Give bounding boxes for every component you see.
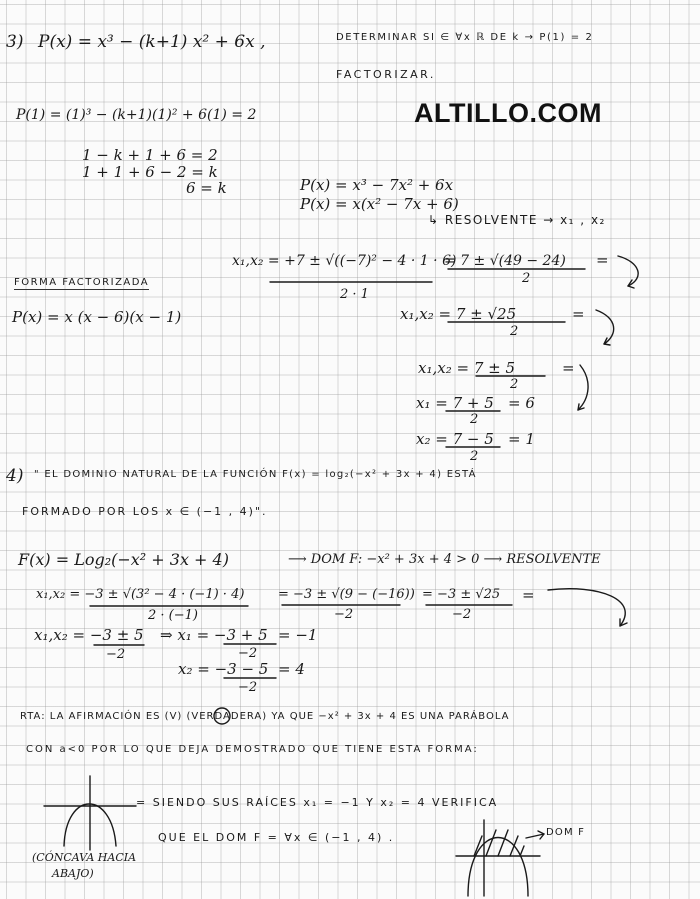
domain-shading xyxy=(474,830,524,856)
continue-arrow-head xyxy=(628,280,634,288)
problem-4-quadratic-1-right-denominator: −2 xyxy=(452,607,472,622)
domain-pointer-head xyxy=(538,831,544,839)
problem-4-quadratic-1-right: = −3 ± √25 xyxy=(422,587,501,602)
problem-3-quadratic-1-end: = xyxy=(596,251,609,269)
answer-line-3: = SIENDO SUS RAÍCES x₁ = −1 Y x₂ = 4 VERIFICA xyxy=(136,796,499,809)
problem-4-root-2-denominator: −2 xyxy=(238,680,258,695)
problem-4-quadratic-1: x₁,x₂ = −3 ± √(3² − 4 · (−1) · 4) xyxy=(36,587,245,602)
problem-4-root-1-denominator: −2 xyxy=(238,646,258,661)
problem-3-quadratic-1-mid: = 7 ± √(49 − 24) xyxy=(444,253,566,269)
problem-3-root-2-denominator: 2 xyxy=(470,449,479,464)
problem-4-domain-condition: ⟶ DOM F: −x² + 3x + 4 > 0 ⟶ RESOLVENTE xyxy=(288,552,601,567)
problem-3-quadratic-3-denominator: 2 xyxy=(510,377,519,392)
concave-down-parabola xyxy=(64,804,116,846)
continue-arrow-head xyxy=(578,404,584,410)
problem-3-root-1-value: = 6 xyxy=(508,394,535,412)
problem-4-quadratic-1-denominator: 2 · (−1) xyxy=(148,608,198,623)
problem-3-root-1-denominator: 2 xyxy=(470,412,479,427)
problem-3-root-2: x₂ = 7 − 5 xyxy=(416,430,494,448)
problem-3-quadratic-2: x₁,x₂ = 7 ± √25 xyxy=(400,305,517,323)
problem-3-resolvente: ↳ RESOLVENTE → x₁ , x₂ xyxy=(428,213,606,227)
domain-pointer xyxy=(526,834,544,838)
domain-label: DOM F xyxy=(546,827,586,838)
factored-form: P(x) = x (x − 6)(x − 1) xyxy=(12,308,182,326)
problem-3-quadratic-1-mid-denominator: 2 xyxy=(522,271,531,286)
watermark: ALTILLO.COM xyxy=(414,98,602,128)
answer-line-1: RTA: LA AFIRMACIÓN ES (V) (VERDADERA) YA QUE −x² + 3x + 4 ES UNA PARÁBOLA xyxy=(20,711,510,722)
continue-arrow-head xyxy=(620,619,627,626)
problem-4-root-1-value: = −1 xyxy=(278,626,318,644)
problem-4-quadratic-1-mid: = −3 ± √(9 − (−16)) xyxy=(278,587,415,602)
problem-3-step2: 1 + 1 + 6 − 2 = k xyxy=(82,163,218,181)
answer-line-2: CON a<0 POR LO QUE DEJA DEMOSTRADO QUE TIENE ESTA FORMA: xyxy=(26,744,479,755)
problem-4-root-1: ⇒ x₁ = −3 + 5 xyxy=(160,626,268,644)
problem-3-polynomial: P(x) = x³ − (k+1) x² + 6x , xyxy=(38,32,266,52)
continue-arrow xyxy=(596,310,614,344)
problem-3-common-factor: P(x) = x(x² − 7x + 6) xyxy=(300,195,459,213)
concave-label-line1: (CÓNCAVA HACIA xyxy=(32,851,137,864)
problem-3-root-2-value: = 1 xyxy=(508,430,535,448)
problem-3-quadratic-3: x₁,x₂ = 7 ± 5 xyxy=(418,359,516,377)
continue-arrow-head xyxy=(604,338,610,345)
problem-3-root-1: x₁ = 7 + 5 xyxy=(416,394,494,412)
continue-arrow xyxy=(578,365,588,410)
problem-3-quadratic-3-end: = xyxy=(562,359,575,377)
problem-3-quadratic-1-denominator: 2 · 1 xyxy=(340,287,369,302)
problem-4-quadratic-1-end: = xyxy=(522,586,535,604)
problem-3-quadratic-1: x₁,x₂ = +7 ± √((−7)² − 4 · 1 · 6) xyxy=(232,253,457,269)
problem-3-step1: 1 − k + 1 + 6 = 2 xyxy=(82,146,218,164)
concave-label-line2: ABAJO) xyxy=(52,867,94,880)
continue-arrow xyxy=(548,589,625,626)
problem-4-function: F(x) = Log₂(−x² + 3x + 4) xyxy=(18,550,229,569)
problem-4-number: 4) xyxy=(6,466,24,486)
answer-line-4: QUE EL DOM F = ∀x ∈ (−1 , 4) . xyxy=(158,831,395,844)
problem-3-quadratic-2-end: = xyxy=(572,305,585,323)
problem-4-root-2-value: = 4 xyxy=(278,660,305,678)
problem-3-task-line2: FACTORIZAR. xyxy=(336,68,436,81)
problem-4-statement-line1: " EL DOMINIO NATURAL DE LA FUNCIÓN F(x) = log₂(−x² + 3x + 4) ESTÁ xyxy=(34,469,477,480)
problem-3-substituted: P(x) = x³ − 7x² + 6x xyxy=(300,176,454,194)
problem-3-step3: 6 = k xyxy=(186,179,227,197)
problem-4-root-2: x₂ = −3 − 5 xyxy=(178,660,269,678)
problem-3-quadratic-2-denominator: 2 xyxy=(510,324,519,339)
problem-4-quadratic-2: x₁,x₂ = −3 ± 5 xyxy=(34,626,144,644)
continue-arrow xyxy=(618,256,638,286)
problem-4-statement-line2: FORMADO POR LOS x ∈ (−1 , 4)". xyxy=(22,505,268,518)
problem-4-quadratic-2-denominator: −2 xyxy=(106,647,126,662)
problem-3-number: 3) xyxy=(6,32,24,52)
factored-form-heading: FORMA FACTORIZADA xyxy=(14,277,150,288)
problem-3-task-line1: DETERMINAR SI ∈ ∀x ℝ DE k → P(1) = 2 xyxy=(336,32,594,43)
problem-4-quadratic-1-mid-denominator: −2 xyxy=(334,607,354,622)
problem-3-evaluation: P(1) = (1)³ − (k+1)(1)² + 6(1) = 2 xyxy=(16,107,257,123)
domain-parabola xyxy=(468,838,528,897)
